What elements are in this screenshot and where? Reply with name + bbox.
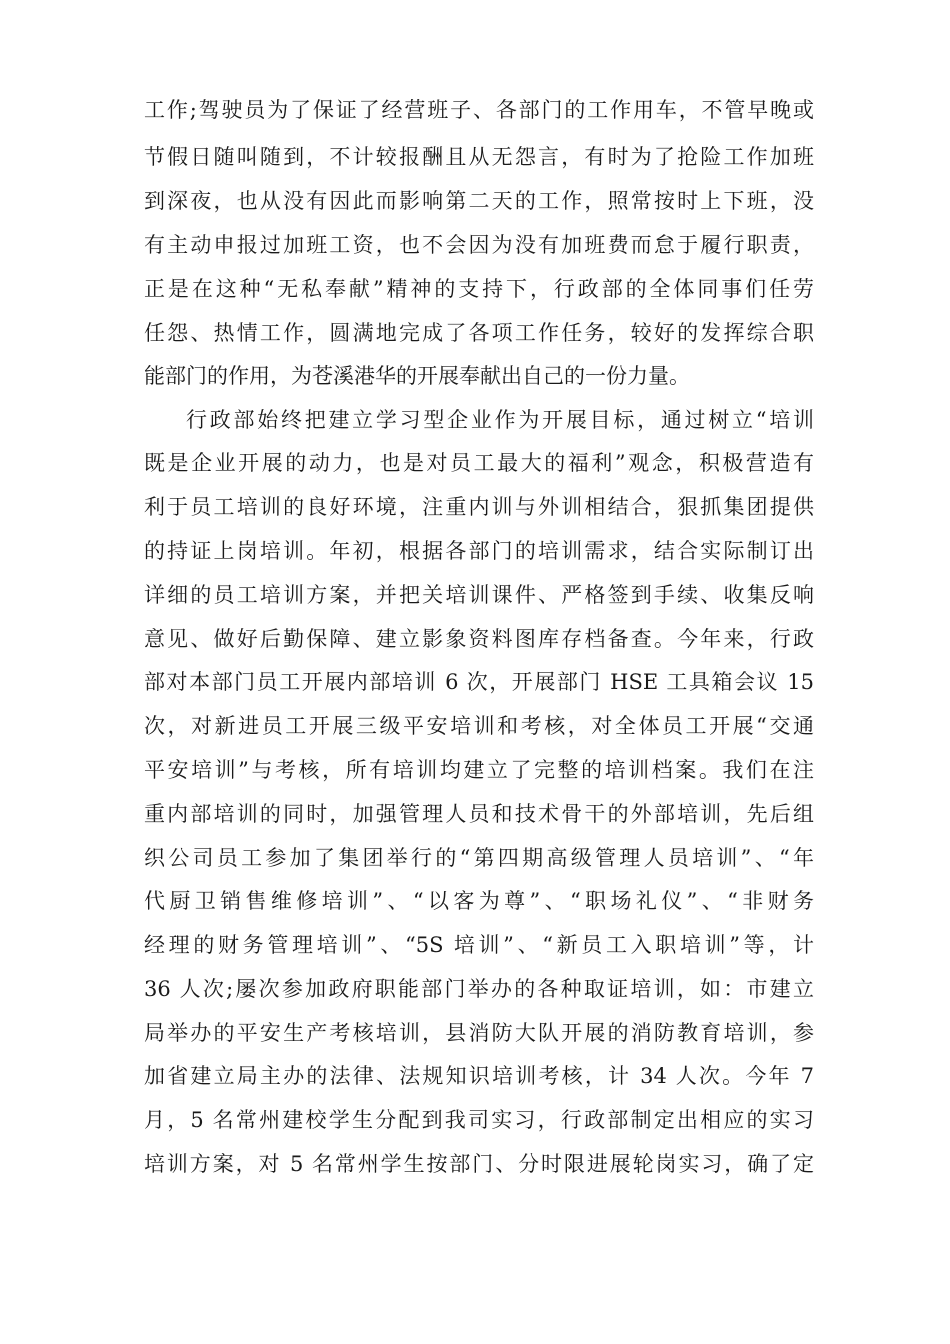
paragraph-line: 月，5 名常州建校学生分配到我司实习，行政部制定出相应的实习 <box>144 1108 814 1132</box>
paragraph-line: 培训方案，对 5 名常州学生按部门、分时限进展轮岗实习，确了定 <box>144 1152 814 1176</box>
paragraph-line: 工作;驾驶员为了保证了经营班子、各部门的工作用车，不管早晚或 <box>144 98 814 122</box>
paragraph-line: 部对本部门员工开展内部培训 6 次，开展部门 HSE 工具箱会议 15 <box>144 670 814 694</box>
paragraph-line: 次，对新进员工开展三级平安培训和考核，对全体员工开展“交通 <box>144 714 814 738</box>
paragraph-line: 既是企业开展的动力，也是对员工最大的福利”观念，积极营造有 <box>144 451 814 475</box>
paragraph-line: 利于员工培训的良好环境，注重内训与外训相结合，狠抓集团提供 <box>144 495 814 519</box>
paragraph-line: 节假日随叫随到，不计较报酬且从无怨言，有时为了抢险工作加班 <box>144 145 814 169</box>
paragraph-line: 的持证上岗培训。年初，根据各部门的培训需求，结合实际制订出 <box>144 539 814 563</box>
paragraph-line: 经理的财务管理培训”、“5S 培训”、“新员工入职培训”等，计 <box>144 933 814 957</box>
paragraph-line: 详细的员工培训方案，并把关培训课件、严格签到手续、收集反响 <box>144 583 814 607</box>
paragraph-line: 局举办的平安生产考核培训，县消防大队开展的消防教育培训，参 <box>144 1021 814 1045</box>
paragraph-line: 到深夜，也从没有因此而影响第二天的工作，照常按时上下班，没 <box>144 189 814 213</box>
paragraph-line: 代厨卫销售维修培训”、“以客为尊”、“职场礼仪”、“非财务 <box>144 889 814 913</box>
paragraph-line: 平安培训”与考核，所有培训均建立了完整的培训档案。我们在注 <box>144 758 814 782</box>
paragraph-line: 36 人次;屡次参加政府职能部门举办的各种取证培训，如：市建立 <box>144 977 814 1001</box>
paragraph-line: 有主动申报过加班工资，也不会因为没有加班费而怠于履行职责， <box>144 233 814 257</box>
paragraph-line: 正是在这种“无私奉献”精神的支持下，行政部的全体同事们任劳 <box>144 277 814 301</box>
paragraph-line: 能部门的作用，为苍溪港华的开展奉献出自己的一份力量。 <box>144 364 690 388</box>
paragraph-line: 意见、做好后勤保障、建立影象资料图库存档备查。今年来，行政 <box>144 627 814 651</box>
paragraph-line: 行政部始终把建立学习型企业作为开展目标，通过树立“培训 <box>186 408 814 432</box>
paragraph-line: 重内部培训的同时，加强管理人员和技术骨干的外部培训，先后组 <box>144 802 814 826</box>
paragraph-line: 加省建立局主办的法律、法规知识培训考核，计 34 人次。今年 7 <box>144 1064 814 1088</box>
paragraph-line: 任怨、热情工作，圆满地完成了各项工作任务，较好的发挥综合职 <box>144 321 814 345</box>
paragraph-line: 织公司员工参加了集团举行的“第四期高级管理人员培训”、“年 <box>144 846 814 870</box>
